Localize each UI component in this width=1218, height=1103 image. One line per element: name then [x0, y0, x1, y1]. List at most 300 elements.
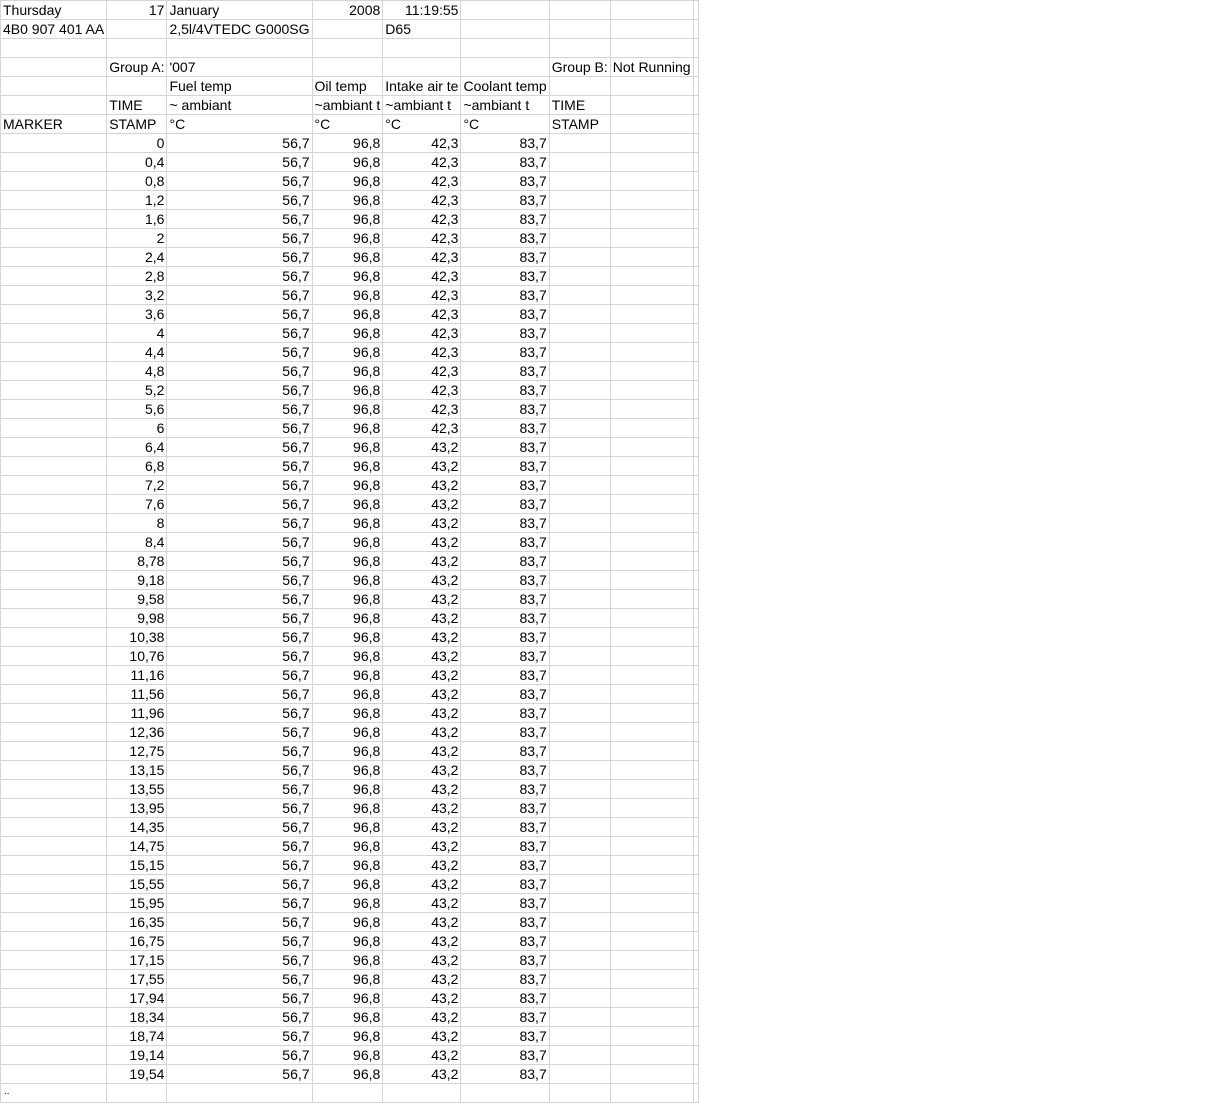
empty-cell[interactable] — [549, 780, 610, 799]
coolant-temp-cell[interactable]: 83,7 — [461, 438, 549, 457]
time-stamp-cell[interactable]: 15,55 — [107, 875, 167, 894]
fuel-temp-cell[interactable]: 56,7 — [167, 533, 312, 552]
empty-cell[interactable] — [610, 818, 693, 837]
intake-air-cell[interactable]: 43,2 — [383, 989, 461, 1008]
coolant-temp-cell[interactable]: 83,7 — [461, 628, 549, 647]
fuel-temp-cell[interactable]: 56,7 — [167, 932, 312, 951]
intake-air-cell[interactable]: 43,2 — [383, 1046, 461, 1065]
oil-temp-cell[interactable]: 96,8 — [312, 191, 383, 210]
intake-air-cell[interactable]: 42,3 — [383, 172, 461, 191]
oil-ambiant-header[interactable]: ~ambiant t — [312, 96, 383, 115]
time-stamp-cell[interactable]: 9,98 — [107, 609, 167, 628]
empty-cell[interactable] — [107, 20, 167, 39]
intake-air-cell[interactable]: 42,3 — [383, 191, 461, 210]
empty-cell[interactable] — [549, 666, 610, 685]
coolant-temp-cell[interactable]: 83,7 — [461, 533, 549, 552]
time-stamp-cell[interactable]: 4 — [107, 324, 167, 343]
empty-cell[interactable] — [693, 856, 698, 875]
intake-air-cell[interactable]: 42,3 — [383, 134, 461, 153]
group-a-label-cell[interactable]: Group A: — [107, 58, 167, 77]
day-number-cell[interactable]: 17 — [107, 1, 167, 20]
fuel-temp-cell[interactable]: 56,7 — [167, 381, 312, 400]
fuel-temp-cell[interactable]: 56,7 — [167, 1046, 312, 1065]
time-stamp-cell[interactable]: 7,2 — [107, 476, 167, 495]
fuel-temp-cell[interactable]: 56,7 — [167, 742, 312, 761]
time-stamp-cell[interactable]: 14,75 — [107, 837, 167, 856]
fuel-temp-cell[interactable]: 56,7 — [167, 495, 312, 514]
empty-cell[interactable] — [693, 989, 698, 1008]
empty-cell[interactable] — [610, 115, 693, 134]
intake-air-cell[interactable]: 42,3 — [383, 400, 461, 419]
oil-temp-cell[interactable]: 96,8 — [312, 856, 383, 875]
marker-cell[interactable] — [1, 951, 107, 970]
empty-cell[interactable] — [549, 647, 610, 666]
empty-cell[interactable] — [693, 77, 698, 96]
oil-temp-cell[interactable]: 96,8 — [312, 799, 383, 818]
intake-air-cell[interactable]: 43,2 — [383, 875, 461, 894]
oil-temp-cell[interactable]: 96,8 — [312, 172, 383, 191]
coolant-temp-cell[interactable]: 83,7 — [461, 951, 549, 970]
empty-cell[interactable] — [610, 39, 693, 58]
time-stamp-cell[interactable]: 6,8 — [107, 457, 167, 476]
coolant-temp-header[interactable]: Coolant temp — [461, 77, 549, 96]
marker-cell[interactable] — [1, 666, 107, 685]
marker-cell[interactable] — [1, 1046, 107, 1065]
version-cell[interactable]: D65 — [383, 20, 461, 39]
intake-air-cell[interactable]: 43,2 — [383, 533, 461, 552]
year-cell[interactable]: 2008 — [312, 1, 383, 20]
fuel-temp-cell[interactable]: 56,7 — [167, 780, 312, 799]
empty-cell[interactable] — [549, 1046, 610, 1065]
intake-air-cell[interactable]: 43,2 — [383, 514, 461, 533]
month-cell[interactable]: January — [167, 1, 312, 20]
empty-cell[interactable] — [693, 286, 698, 305]
empty-cell[interactable] — [312, 39, 383, 58]
intake-air-cell[interactable]: 43,2 — [383, 476, 461, 495]
marker-cell[interactable] — [1, 267, 107, 286]
empty-cell[interactable] — [1, 1084, 107, 1103]
fuel-temp-cell[interactable]: 56,7 — [167, 875, 312, 894]
intake-air-cell[interactable]: 43,2 — [383, 704, 461, 723]
empty-cell[interactable] — [693, 419, 698, 438]
group-b-label-cell[interactable]: Group B: — [549, 58, 610, 77]
intake-air-cell[interactable]: 42,3 — [383, 153, 461, 172]
fuel-temp-cell[interactable]: 56,7 — [167, 476, 312, 495]
fuel-temp-cell[interactable]: 56,7 — [167, 229, 312, 248]
fuel-temp-cell[interactable]: 56,7 — [167, 894, 312, 913]
fuel-temp-cell[interactable]: 56,7 — [167, 818, 312, 837]
empty-cell[interactable] — [549, 191, 610, 210]
oil-temp-cell[interactable]: 96,8 — [312, 400, 383, 419]
oil-temp-cell[interactable]: 96,8 — [312, 286, 383, 305]
empty-cell[interactable] — [610, 837, 693, 856]
time-stamp-cell[interactable]: 17,94 — [107, 989, 167, 1008]
oil-temp-cell[interactable]: 96,8 — [312, 1008, 383, 1027]
empty-cell[interactable] — [610, 20, 693, 39]
coolant-temp-cell[interactable]: 83,7 — [461, 286, 549, 305]
oil-temp-header[interactable]: Oil temp — [312, 77, 383, 96]
empty-cell[interactable] — [167, 1084, 312, 1103]
empty-cell[interactable] — [549, 932, 610, 951]
empty-cell[interactable] — [549, 514, 610, 533]
intake-ambiant-header[interactable]: ~ambiant t — [383, 96, 461, 115]
empty-cell[interactable] — [693, 153, 698, 172]
empty-cell[interactable] — [549, 20, 610, 39]
coolant-temp-cell[interactable]: 83,7 — [461, 723, 549, 742]
empty-cell[interactable] — [610, 666, 693, 685]
oil-temp-cell[interactable]: 96,8 — [312, 951, 383, 970]
time-stamp-cell[interactable]: 6 — [107, 419, 167, 438]
time-stamp-cell[interactable]: 13,95 — [107, 799, 167, 818]
empty-cell[interactable] — [693, 362, 698, 381]
time-stamp-cell[interactable]: 13,55 — [107, 780, 167, 799]
empty-cell[interactable] — [610, 1027, 693, 1046]
oil-temp-cell[interactable]: 96,8 — [312, 666, 383, 685]
intake-air-cell[interactable]: 43,2 — [383, 609, 461, 628]
time-stamp-cell[interactable]: 19,54 — [107, 1065, 167, 1084]
marker-cell[interactable] — [1, 761, 107, 780]
empty-cell[interactable] — [549, 324, 610, 343]
empty-cell[interactable] — [549, 362, 610, 381]
fuel-temp-cell[interactable]: 56,7 — [167, 799, 312, 818]
empty-cell[interactable] — [693, 1027, 698, 1046]
coolant-ambiant-header[interactable]: ~ambiant t — [461, 96, 549, 115]
coolant-temp-cell[interactable]: 83,7 — [461, 894, 549, 913]
empty-cell[interactable] — [107, 1084, 167, 1103]
coolant-temp-cell[interactable]: 83,7 — [461, 780, 549, 799]
oil-temp-cell[interactable]: 96,8 — [312, 704, 383, 723]
coolant-temp-cell[interactable]: 83,7 — [461, 1065, 549, 1084]
oil-temp-cell[interactable]: 96,8 — [312, 476, 383, 495]
oil-temp-cell[interactable]: 96,8 — [312, 742, 383, 761]
oil-temp-cell[interactable]: 96,8 — [312, 438, 383, 457]
empty-cell[interactable] — [693, 647, 698, 666]
empty-cell[interactable] — [549, 229, 610, 248]
empty-cell[interactable] — [549, 77, 610, 96]
time-stamp-cell[interactable]: 0,8 — [107, 172, 167, 191]
engine-code-cell[interactable]: 2,5l/4VTEDC G000SG — [167, 20, 312, 39]
fuel-temp-cell[interactable]: 56,7 — [167, 590, 312, 609]
intake-air-cell[interactable]: 43,2 — [383, 723, 461, 742]
marker-cell[interactable] — [1, 742, 107, 761]
time-stamp-cell[interactable]: 10,38 — [107, 628, 167, 647]
empty-cell[interactable] — [610, 343, 693, 362]
marker-cell[interactable] — [1, 495, 107, 514]
marker-cell[interactable] — [1, 609, 107, 628]
time-stamp-cell[interactable]: 16,35 — [107, 913, 167, 932]
empty-cell[interactable] — [610, 514, 693, 533]
intake-air-cell[interactable]: 43,2 — [383, 818, 461, 837]
empty-cell[interactable] — [549, 1027, 610, 1046]
empty-cell[interactable] — [549, 590, 610, 609]
empty-cell[interactable] — [693, 799, 698, 818]
empty-cell[interactable] — [549, 970, 610, 989]
intake-air-header[interactable]: Intake air te — [383, 77, 461, 96]
empty-cell[interactable] — [610, 77, 693, 96]
coolant-temp-cell[interactable]: 83,7 — [461, 970, 549, 989]
empty-cell[interactable] — [549, 533, 610, 552]
empty-cell[interactable] — [461, 1, 549, 20]
time-stamp-cell[interactable]: 4,4 — [107, 343, 167, 362]
fuel-temp-cell[interactable]: 56,7 — [167, 1008, 312, 1027]
oil-temp-cell[interactable]: 96,8 — [312, 894, 383, 913]
marker-header[interactable]: MARKER — [1, 115, 107, 134]
oil-temp-cell[interactable]: 96,8 — [312, 571, 383, 590]
empty-cell[interactable] — [549, 723, 610, 742]
fuel-temp-cell[interactable]: 56,7 — [167, 951, 312, 970]
empty-cell[interactable] — [1, 58, 107, 77]
empty-cell[interactable] — [549, 628, 610, 647]
empty-cell[interactable] — [549, 134, 610, 153]
empty-cell[interactable] — [610, 438, 693, 457]
marker-cell[interactable] — [1, 1008, 107, 1027]
empty-cell[interactable] — [610, 628, 693, 647]
empty-cell[interactable] — [549, 837, 610, 856]
coolant-temp-cell[interactable]: 83,7 — [461, 552, 549, 571]
empty-cell[interactable] — [549, 875, 610, 894]
intake-air-cell[interactable]: 42,3 — [383, 286, 461, 305]
empty-cell[interactable] — [610, 780, 693, 799]
empty-cell[interactable] — [610, 96, 693, 115]
empty-cell[interactable] — [549, 343, 610, 362]
oil-temp-cell[interactable]: 96,8 — [312, 647, 383, 666]
empty-cell[interactable] — [610, 134, 693, 153]
intake-air-cell[interactable]: 43,2 — [383, 1008, 461, 1027]
empty-cell[interactable] — [549, 495, 610, 514]
intake-air-cell[interactable]: 42,3 — [383, 381, 461, 400]
time-stamp-cell[interactable]: 12,75 — [107, 742, 167, 761]
empty-cell[interactable] — [610, 495, 693, 514]
empty-cell[interactable] — [610, 932, 693, 951]
empty-cell[interactable] — [549, 742, 610, 761]
fuel-temp-cell[interactable]: 56,7 — [167, 552, 312, 571]
oil-temp-cell[interactable]: 96,8 — [312, 1065, 383, 1084]
coolant-temp-cell[interactable]: 83,7 — [461, 647, 549, 666]
marker-cell[interactable] — [1, 457, 107, 476]
time-stamp-cell[interactable]: 0 — [107, 134, 167, 153]
oil-temp-cell[interactable]: 96,8 — [312, 780, 383, 799]
time-stamp-cell[interactable]: 2,8 — [107, 267, 167, 286]
time-stamp-cell[interactable]: 5,2 — [107, 381, 167, 400]
coolant-temp-cell[interactable]: 83,7 — [461, 856, 549, 875]
marker-cell[interactable] — [1, 704, 107, 723]
empty-cell[interactable] — [693, 951, 698, 970]
fuel-temp-cell[interactable]: 56,7 — [167, 837, 312, 856]
oil-temp-cell[interactable]: 96,8 — [312, 590, 383, 609]
empty-cell[interactable] — [549, 818, 610, 837]
oil-temp-cell[interactable]: 96,8 — [312, 229, 383, 248]
empty-cell[interactable] — [610, 609, 693, 628]
fuel-temp-cell[interactable]: 56,7 — [167, 970, 312, 989]
fuel-temp-cell[interactable]: 56,7 — [167, 438, 312, 457]
oil-temp-cell[interactable]: 96,8 — [312, 913, 383, 932]
marker-cell[interactable] — [1, 628, 107, 647]
time-stamp-cell[interactable]: 1,6 — [107, 210, 167, 229]
time-stamp-cell[interactable]: 11,96 — [107, 704, 167, 723]
time-stamp-cell[interactable]: 12,36 — [107, 723, 167, 742]
time-stamp-cell[interactable]: 11,16 — [107, 666, 167, 685]
marker-cell[interactable] — [1, 647, 107, 666]
empty-cell[interactable] — [693, 1046, 698, 1065]
fuel-temp-cell[interactable]: 56,7 — [167, 1065, 312, 1084]
oil-temp-cell[interactable]: 96,8 — [312, 514, 383, 533]
intake-air-cell[interactable]: 43,2 — [383, 761, 461, 780]
intake-air-cell[interactable]: 43,2 — [383, 932, 461, 951]
time-stamp-cell[interactable]: 15,15 — [107, 856, 167, 875]
oil-temp-cell[interactable]: 96,8 — [312, 609, 383, 628]
empty-cell[interactable] — [693, 1, 698, 20]
oil-temp-cell[interactable]: 96,8 — [312, 628, 383, 647]
empty-cell[interactable] — [610, 153, 693, 172]
empty-cell[interactable] — [610, 761, 693, 780]
empty-cell[interactable] — [549, 286, 610, 305]
oil-temp-cell[interactable]: 96,8 — [312, 362, 383, 381]
fuel-temp-cell[interactable]: 56,7 — [167, 419, 312, 438]
marker-cell[interactable] — [1, 989, 107, 1008]
empty-cell[interactable] — [693, 343, 698, 362]
empty-cell[interactable] — [383, 39, 461, 58]
coolant-temp-cell[interactable]: 83,7 — [461, 210, 549, 229]
intake-air-cell[interactable]: 42,3 — [383, 248, 461, 267]
intake-air-cell[interactable]: 42,3 — [383, 210, 461, 229]
marker-cell[interactable] — [1, 856, 107, 875]
marker-cell[interactable] — [1, 590, 107, 609]
time-stamp-cell[interactable]: 4,8 — [107, 362, 167, 381]
time-cell[interactable]: 11:19:55 — [383, 1, 461, 20]
intake-air-cell[interactable]: 43,2 — [383, 457, 461, 476]
fuel-temp-cell[interactable]: 56,7 — [167, 305, 312, 324]
intake-air-cell[interactable]: 43,2 — [383, 571, 461, 590]
empty-cell[interactable] — [693, 609, 698, 628]
empty-cell[interactable] — [610, 305, 693, 324]
empty-cell[interactable] — [610, 552, 693, 571]
intake-air-cell[interactable]: 42,3 — [383, 324, 461, 343]
empty-cell[interactable] — [549, 1084, 610, 1103]
empty-cell[interactable] — [549, 989, 610, 1008]
marker-cell[interactable] — [1, 476, 107, 495]
empty-cell[interactable] — [383, 1084, 461, 1103]
fuel-temp-cell[interactable]: 56,7 — [167, 210, 312, 229]
empty-cell[interactable] — [693, 666, 698, 685]
fuel-temp-cell[interactable]: 56,7 — [167, 856, 312, 875]
empty-cell[interactable] — [693, 172, 698, 191]
coolant-temp-cell[interactable]: 83,7 — [461, 419, 549, 438]
intake-air-cell[interactable]: 42,3 — [383, 362, 461, 381]
coolant-temp-cell[interactable]: 83,7 — [461, 875, 549, 894]
time-stamp-cell[interactable]: 17,55 — [107, 970, 167, 989]
fuel-temp-cell[interactable]: 56,7 — [167, 989, 312, 1008]
marker-cell[interactable] — [1, 419, 107, 438]
oil-temp-cell[interactable]: 96,8 — [312, 495, 383, 514]
marker-cell[interactable] — [1, 191, 107, 210]
coolant-temp-cell[interactable]: 83,7 — [461, 400, 549, 419]
marker-cell[interactable] — [1, 305, 107, 324]
stamp-b-header[interactable]: STAMP — [549, 115, 610, 134]
marker-cell[interactable] — [1, 894, 107, 913]
fuel-temp-cell[interactable]: 56,7 — [167, 913, 312, 932]
empty-cell[interactable] — [610, 267, 693, 286]
empty-cell[interactable] — [549, 419, 610, 438]
fuel-temp-cell[interactable]: 56,7 — [167, 153, 312, 172]
empty-cell[interactable] — [549, 609, 610, 628]
empty-cell[interactable] — [693, 1065, 698, 1084]
oil-temp-cell[interactable]: 96,8 — [312, 457, 383, 476]
empty-cell[interactable] — [610, 970, 693, 989]
empty-cell[interactable] — [549, 381, 610, 400]
oil-temp-cell[interactable]: 96,8 — [312, 305, 383, 324]
empty-cell[interactable] — [549, 153, 610, 172]
coolant-temp-cell[interactable]: 83,7 — [461, 989, 549, 1008]
intake-air-cell[interactable]: 43,2 — [383, 647, 461, 666]
coolant-temp-cell[interactable]: 83,7 — [461, 229, 549, 248]
time-stamp-cell[interactable]: 3,6 — [107, 305, 167, 324]
empty-cell[interactable] — [610, 457, 693, 476]
group-b-value-cell[interactable]: Not Running — [610, 58, 693, 77]
day-cell[interactable]: Thursday — [1, 1, 107, 20]
empty-cell[interactable] — [693, 229, 698, 248]
empty-cell[interactable] — [693, 20, 698, 39]
time-stamp-cell[interactable]: 14,35 — [107, 818, 167, 837]
marker-cell[interactable] — [1, 153, 107, 172]
empty-cell[interactable] — [693, 58, 698, 77]
empty-cell[interactable] — [549, 1, 610, 20]
empty-cell[interactable] — [610, 248, 693, 267]
coolant-temp-cell[interactable]: 83,7 — [461, 1008, 549, 1027]
empty-cell[interactable] — [107, 39, 167, 58]
empty-cell[interactable] — [693, 970, 698, 989]
time-stamp-cell[interactable]: 8 — [107, 514, 167, 533]
fuel-temp-cell[interactable]: 56,7 — [167, 400, 312, 419]
empty-cell[interactable] — [610, 723, 693, 742]
intake-air-cell[interactable]: 43,2 — [383, 856, 461, 875]
marker-cell[interactable] — [1, 381, 107, 400]
oil-unit-header[interactable]: °C — [312, 115, 383, 134]
empty-cell[interactable] — [693, 495, 698, 514]
marker-cell[interactable] — [1, 799, 107, 818]
empty-cell[interactable] — [549, 457, 610, 476]
fuel-temp-cell[interactable]: 56,7 — [167, 324, 312, 343]
coolant-temp-cell[interactable]: 83,7 — [461, 495, 549, 514]
fuel-temp-cell[interactable]: 56,7 — [167, 723, 312, 742]
empty-cell[interactable] — [549, 400, 610, 419]
marker-cell[interactable] — [1, 685, 107, 704]
marker-cell[interactable] — [1, 362, 107, 381]
time-stamp-cell[interactable]: 1,2 — [107, 191, 167, 210]
intake-air-cell[interactable]: 43,2 — [383, 837, 461, 856]
oil-temp-cell[interactable]: 96,8 — [312, 552, 383, 571]
fuel-temp-cell[interactable]: 56,7 — [167, 685, 312, 704]
empty-cell[interactable] — [610, 1046, 693, 1065]
intake-air-cell[interactable]: 43,2 — [383, 780, 461, 799]
empty-cell[interactable] — [610, 1065, 693, 1084]
empty-cell[interactable] — [610, 951, 693, 970]
time-stamp-cell[interactable]: 8,4 — [107, 533, 167, 552]
empty-cell[interactable] — [610, 875, 693, 894]
group-a-value-cell[interactable]: '007 — [167, 58, 312, 77]
empty-cell[interactable] — [549, 761, 610, 780]
time-stamp-cell[interactable]: 5,6 — [107, 400, 167, 419]
empty-cell[interactable] — [312, 20, 383, 39]
marker-cell[interactable] — [1, 932, 107, 951]
fuel-temp-cell[interactable]: 56,7 — [167, 134, 312, 153]
coolant-temp-cell[interactable]: 83,7 — [461, 742, 549, 761]
time-stamp-cell[interactable]: 16,75 — [107, 932, 167, 951]
empty-cell[interactable] — [1, 77, 107, 96]
empty-cell[interactable] — [549, 894, 610, 913]
intake-air-cell[interactable]: 43,2 — [383, 894, 461, 913]
empty-cell[interactable] — [1, 96, 107, 115]
empty-cell[interactable] — [312, 1084, 383, 1103]
